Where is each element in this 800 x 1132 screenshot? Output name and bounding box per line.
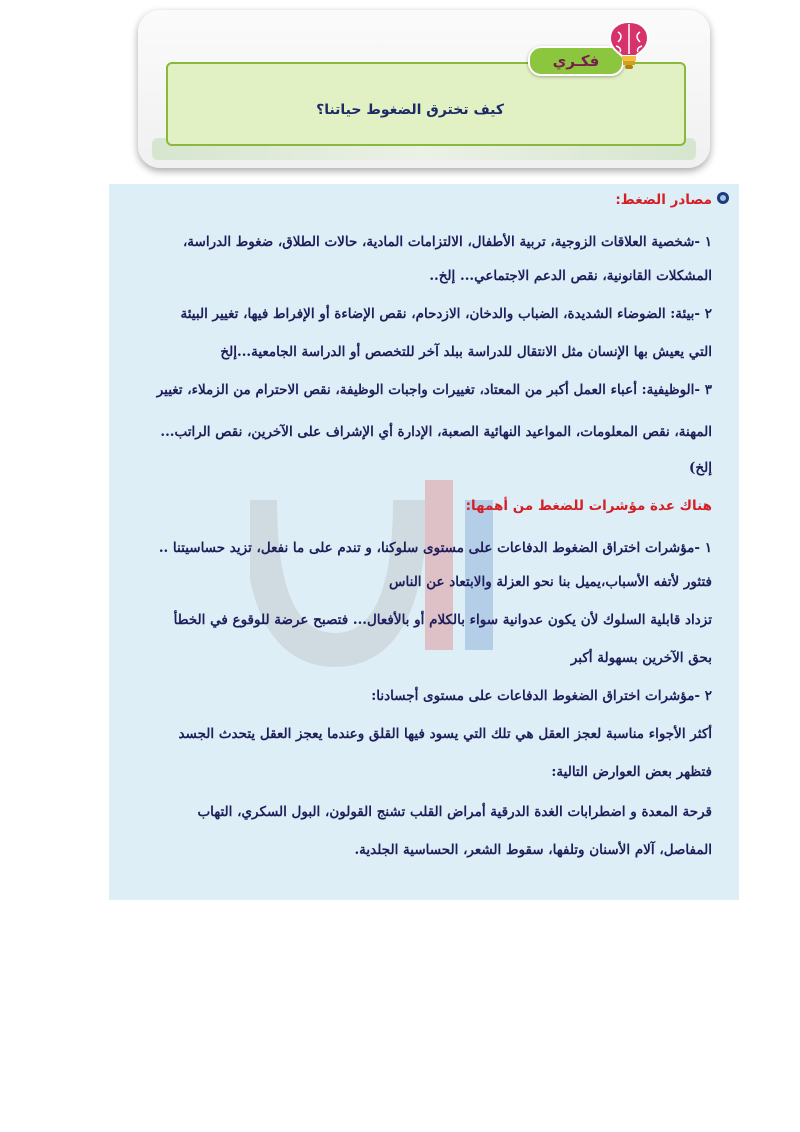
- indicators-line8: قرحة المعدة و اضطرابات الغدة الدرقية أمراض القلب تشنج القولون، البول السكري، التهاب: [197, 804, 712, 820]
- indicators-line5: ٢ -مؤشرات اختراق الضغوط الدفاعات على مستوى أجسادنا:: [371, 688, 712, 704]
- indicators-heading: هناك عدة مؤشرات للضغط من أهمها:: [465, 498, 712, 514]
- sources-heading: مصادر الضغط:: [615, 192, 712, 208]
- indicators-line9: المفاصل، آلام الأسنان وتلفها، سقوط الشعر، الحساسية الجلدية.: [354, 842, 712, 858]
- sources-item3-line1: ٣ -الوظيفية: أعباء العمل أكبر من المعتاد، تغييرات واجبات الوظيفة، نقص الاحترام من الزملاء، تغيير: [156, 382, 712, 398]
- indicators-line4: بحق الآخرين بسهولة أكبر: [570, 650, 712, 666]
- sources-item1-line2: المشكلات القانونية، نقص الدعم الاجتماعي... إلخ..: [429, 268, 712, 284]
- indicators-line2: فتثور لأتفه الأسباب،يميل بنا نحو العزلة والابتعاد عن الناس: [389, 574, 712, 590]
- bullet-icon: [717, 192, 729, 204]
- brain-icon: [604, 18, 654, 74]
- sources-item1-line1: ١ -شخصية العلاقات الزوجية، تربية الأطفال، الالتزامات المادية، حالات الطلاق، ضغوط الدراسة،: [182, 234, 712, 250]
- sources-item2-line1: ٢ -بيئة: الضوضاء الشديدة، الضباب والدخان، الازدحام، نقص الإضاءة أو الإفراط فيها، تغيير البيئة: [180, 306, 712, 322]
- indicators-line3: تزداد قابلية السلوك لأن يكون عدوانية سواء بالكلام أو بالأفعال... فتصبح عرضة للوقوع في الخطأ: [173, 612, 712, 628]
- think-label: فكـري: [528, 46, 624, 76]
- indicators-line6: أكثر الأجواء مناسبة لعجز العقل هي تلك التي يسود فيها القلق وعندما يعجز العقل يتحدث الجسد: [178, 726, 712, 742]
- sources-item3-line3: إلخ): [689, 460, 712, 476]
- indicators-line7: فتظهر بعض العوارض التالية:: [551, 764, 712, 780]
- sources-item2-line2: التي يعيش بها الإنسان مثل الانتقال للدراسة ببلد آخر للتخصص أو الدراسة الجامعية...إلخ: [220, 344, 712, 360]
- sources-item3-line2: المهنة، نقص المعلومات، المواعيد النهائية الصعبة، الإدارة أي الإشراف على الآخرين، نقص الراتب...: [160, 424, 712, 440]
- indicators-line1: ١ -مؤشرات اختراق الضغوط الدفاعات على مستوى سلوكنا، و تندم على ما نفعل، تزيد حساسيتنا ..: [158, 540, 712, 556]
- question-text: كيف تخترق الضغوط حياتنا؟: [316, 102, 504, 118]
